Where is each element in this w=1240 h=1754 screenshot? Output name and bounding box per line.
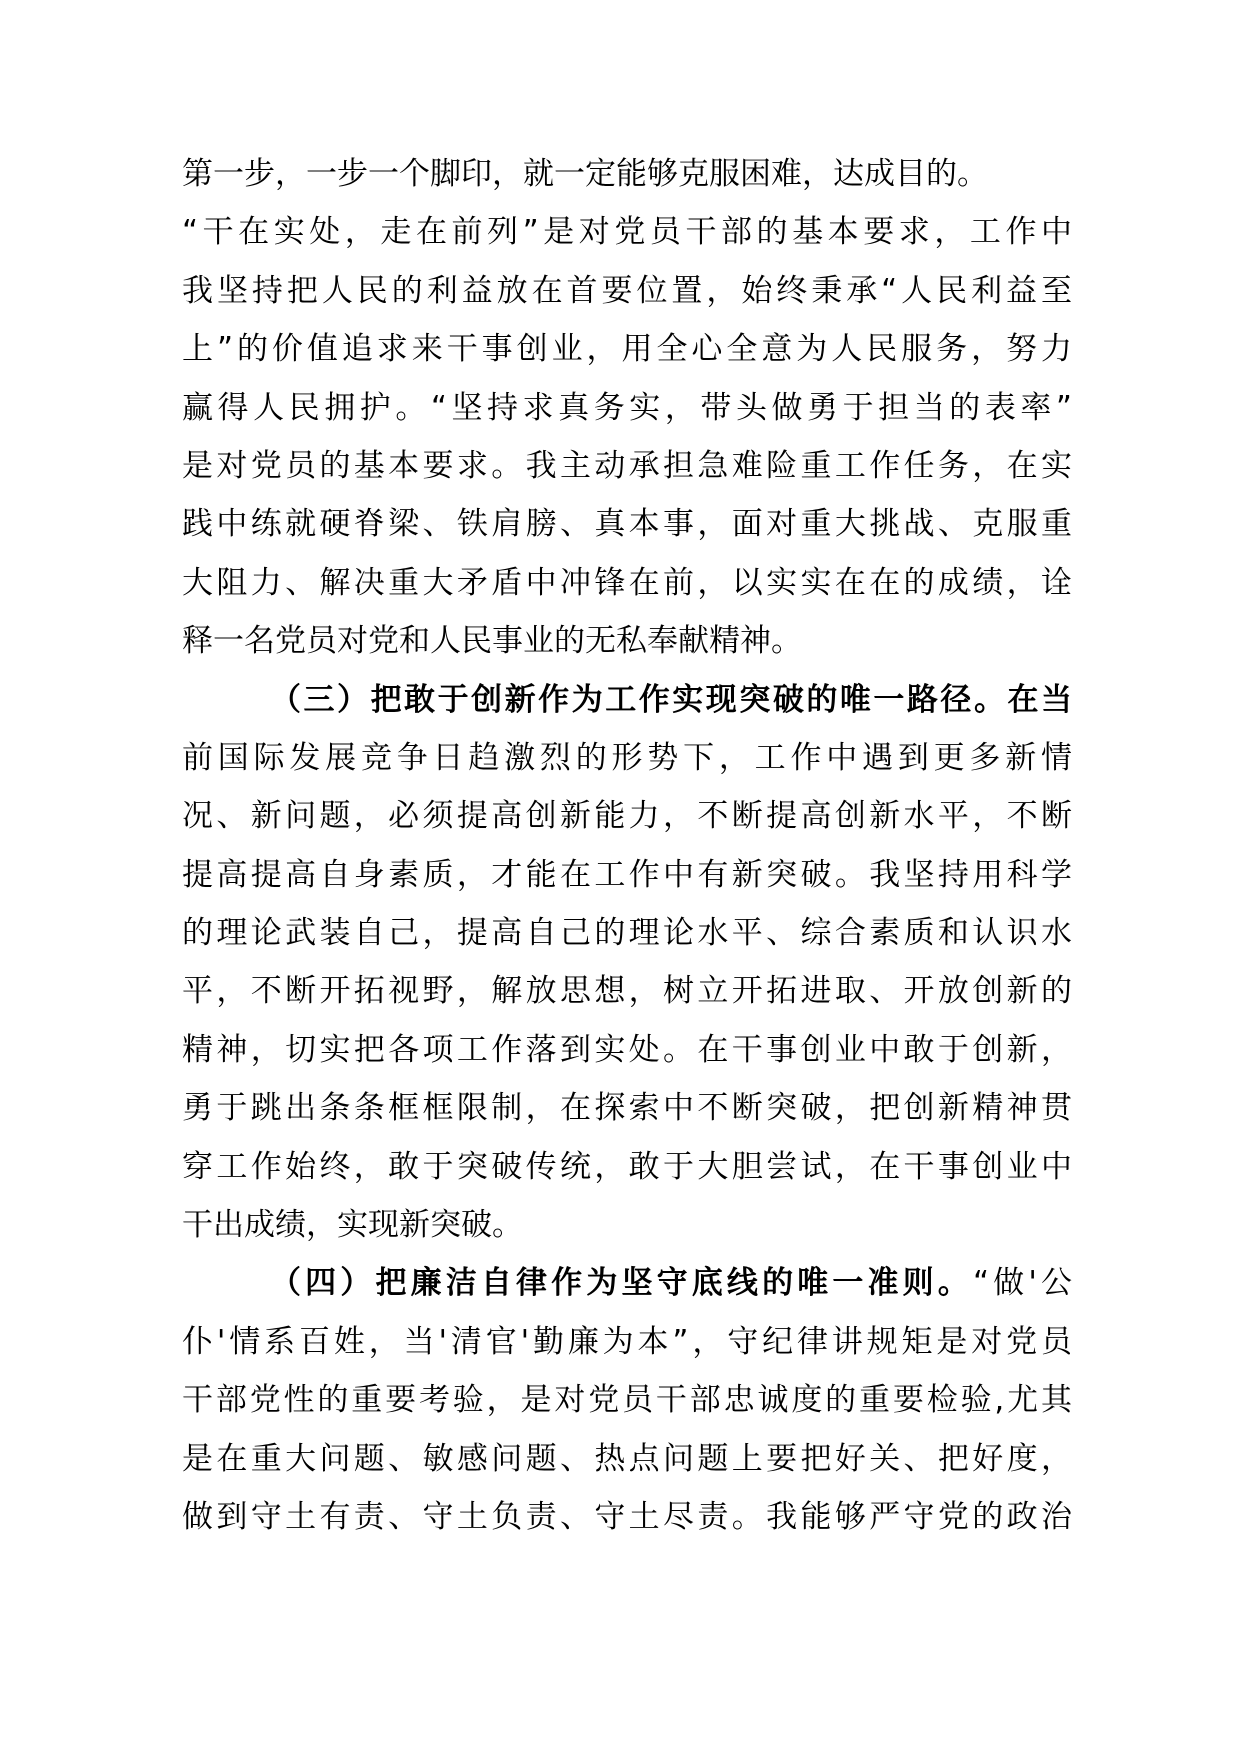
text-line: 赢得人民拥护。“坚持求真务实，带头做勇于担当的表率” bbox=[182, 389, 1077, 426]
text-line: 平，不断开拓视野，解放思想，树立开拓进取、开放创新的 bbox=[182, 973, 1076, 1010]
text-line: 第一步，一步一个脚印，就一定能够克服困难，达成目的。 bbox=[182, 156, 988, 192]
section-heading-four: （四）把廉洁自律作为坚守底线的唯一准则。 bbox=[270, 1265, 973, 1302]
text-line: 干部党性的重要考验，是对党员干部忠诚度的重要检验,尤其 bbox=[182, 1382, 1075, 1419]
section-heading-four-line bbox=[182, 1254, 1077, 1312]
text-line: 勇于跳出条条框框限制，在探索中不断突破，把创新精神贯 bbox=[182, 1090, 1076, 1127]
text-line: 仆'情系百姓，当'清官'勤廉为本”，守纪律讲规矩是对党员 bbox=[182, 1323, 1076, 1360]
text-line: “干在实处，走在前列”是对党员干部的基本要求，工作中 bbox=[182, 214, 1077, 251]
text-line: 提高提高自身素质，才能在工作中有新突破。我坚持用科学 bbox=[182, 856, 1076, 893]
text-line: 上”的价值追求来干事创业，用全心全意为人民服务，努力 bbox=[182, 331, 1076, 368]
text-line: 干出成绩，实现新突破。 bbox=[182, 1207, 523, 1244]
text-line: 做到守土有责、守土负责、守土尽责。我能够严守党的政治 bbox=[182, 1498, 1076, 1535]
text-line: 前国际发展竞争日趋激烈的形势下，工作中遇到更多新情 bbox=[182, 739, 1077, 776]
quote-start: “做'公 bbox=[972, 1265, 1077, 1302]
text-line: 是对党员的基本要求。我主动承担急难险重工作任务，在实 bbox=[182, 447, 1076, 484]
text-line: 穿工作始终，敢于突破传统，敢于大胆尝试，在干事创业中 bbox=[182, 1148, 1076, 1185]
text-line: 况、新问题，必须提高创新能力，不断提高创新水平，不断 bbox=[182, 798, 1076, 835]
text-line: 释一名党员对党和人民事业的无私奉献精神。 bbox=[182, 623, 802, 660]
text-line: 的理论武装自己，提高自己的理论水平、综合素质和认识水 bbox=[182, 915, 1076, 952]
text-line: 精神，切实把各项工作落到实处。在干事创业中敢于创新， bbox=[182, 1031, 1076, 1068]
text-line: 是在重大问题、敏感问题、热点问题上要把好关、把好度， bbox=[182, 1440, 1076, 1477]
section-heading-three: （三）把敢于创新作为工作实现突破的唯一路径。在当 bbox=[270, 681, 1075, 718]
text-line: 我坚持把人民的利益放在首要位置，始终秉承“人民利益至 bbox=[182, 272, 1076, 309]
text-line: 大阻力、解决重大矛盾中冲锋在前，以实实在在的成绩，诠 bbox=[182, 564, 1076, 601]
text-line: 践中练就硬脊梁、铁肩膀、真本事，面对重大挑战、克服重 bbox=[182, 506, 1076, 543]
body-text bbox=[182, 145, 1077, 1546]
